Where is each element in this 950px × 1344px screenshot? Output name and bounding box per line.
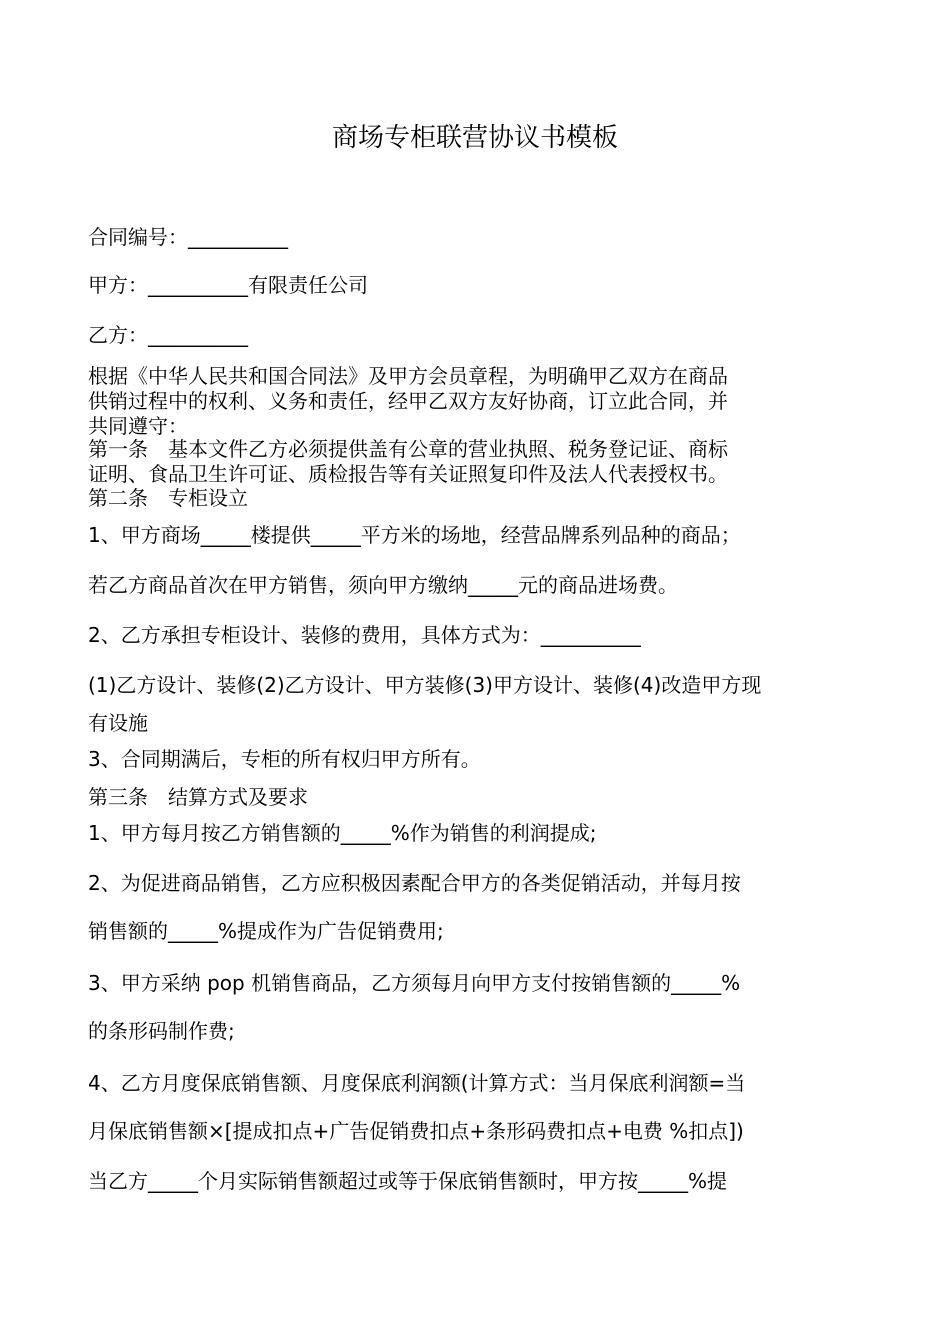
article-3-item-4: 4、乙方月度保底销售额、月度保底利润额(计算方式：当月保底利润额=当: [88, 1071, 746, 1095]
article-2-options-line-2: 有设施: [88, 711, 148, 735]
preamble-line-2: 供销过程中的权利、义务和责任，经甲乙双方友好协商，订立此合同，并: [88, 389, 728, 413]
article-3-item-1: 1、甲方每月按乙方销售额的_____%作为销售的利润提成;: [88, 821, 597, 845]
preamble-line-1: 根据《中华人民共和国合同法》及甲方会员章程，为明确甲乙双方在商品: [88, 364, 728, 388]
article-3-heading: 第三条 结算方式及要求: [88, 785, 308, 809]
article-3-item-3: 3、甲方采纳 pop 机销售商品，乙方须每月向甲方支付按销售额的_____%: [88, 971, 741, 995]
article-3-item-3-cont: 的条形码制作费;: [88, 1019, 235, 1043]
article-2-item-1-cont: 若乙方商品首次在甲方销售，须向甲方缴纳_____元的商品进场费。: [88, 573, 678, 597]
article-2-options-line-1: (1)乙方设计、装修(2)乙方设计、甲方装修(3)甲方设计、装修(4)改造甲方现: [88, 673, 762, 697]
article-3-item-2-cont: 销售额的_____%提成作为广告促销费用;: [88, 919, 444, 943]
article-2-heading: 第二条 专柜设立: [88, 486, 248, 510]
article-3-item-4-cont: 月保底销售额×[提成扣点+广告促销费扣点+条形码费扣点+电费 %扣点]): [88, 1119, 744, 1143]
article-2-item-1: 1、甲方商场_____楼提供_____平方米的场地，经营品牌系列品种的商品；: [88, 523, 741, 547]
article-3-item-2: 2、为促进商品销售，乙方应积极因素配合甲方的各类促销活动，并每月按: [88, 871, 741, 895]
contract-number-line: 合同编号：__________: [88, 225, 288, 249]
article-2-item-3: 3、合同期满后，专柜的所有权归甲方所有。: [88, 747, 481, 771]
party-a-line: 甲方：__________有限责任公司: [88, 273, 368, 297]
article-1-line-1: 第一条 基本文件乙方必须提供盖有公章的营业执照、税务登记证、商标: [88, 437, 728, 461]
preamble-line-3: 共同遵守：: [88, 414, 188, 438]
article-3-item-4-condition: 当乙方_____个月实际销售额超过或等于保底销售额时，甲方按_____%提: [88, 1169, 728, 1193]
document-title: 商场专柜联营协议书模板: [331, 123, 618, 153]
party-b-line: 乙方：__________: [88, 323, 248, 347]
article-2-item-2: 2、乙方承担专柜设计、装修的费用，具体方式为：__________: [88, 623, 641, 647]
article-1-line-2: 证明、食品卫生许可证、质检报告等有关证照复印件及法人代表授权书。: [88, 462, 728, 486]
